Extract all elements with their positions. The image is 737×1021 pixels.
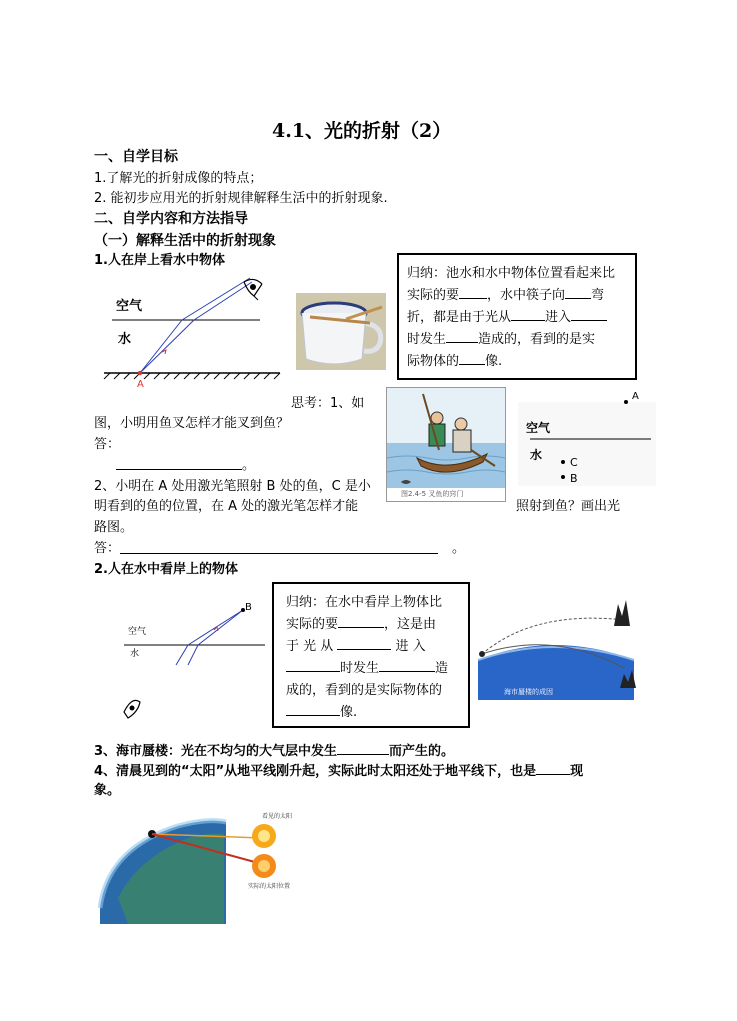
- blank[interactable]: [338, 614, 384, 628]
- part2-heading: 2.人在水中看岸上的物体: [94, 562, 238, 577]
- sun-actual-label: 实际的太阳位置: [248, 883, 291, 890]
- box1-line3: 折，都是由于光从 进入: [407, 307, 635, 329]
- refraction-diagram-air: [110, 590, 270, 724]
- box1-line4: 时发生 造成的，看到的是实: [407, 329, 635, 351]
- box2-line3: 于 光 从 进 入: [286, 636, 468, 658]
- question2-line3: 路图。: [94, 520, 134, 535]
- mirage-illustration: [474, 590, 644, 700]
- blank[interactable]: [446, 329, 478, 343]
- subsection-heading: （一）解释生活中的折射现象: [94, 233, 276, 249]
- diagram1-water-label: 水: [118, 332, 132, 347]
- fig2-water-label: 水: [530, 448, 543, 462]
- fishing-boat-illustration: [386, 387, 506, 502]
- blank[interactable]: [459, 351, 485, 365]
- blank[interactable]: [571, 307, 607, 321]
- box2-line6: 像.: [286, 702, 468, 724]
- fig2-label-a: A: [632, 391, 639, 402]
- blank[interactable]: [337, 742, 389, 755]
- box2-line2: 实际的要 ，这是由: [286, 614, 468, 636]
- answer1-end: 。: [242, 458, 256, 473]
- diagram3-water-label: 水: [130, 649, 140, 659]
- diagram1-air-label: 空气: [116, 299, 143, 314]
- answer1-label: 答：: [94, 437, 121, 452]
- blank[interactable]: [337, 636, 391, 650]
- box2-line1: 归纳：在水中看岸上物体比: [286, 595, 443, 610]
- part1-heading: 1.人在岸上看水中物体: [94, 253, 225, 268]
- fig2-label-c: C: [570, 456, 578, 469]
- blank[interactable]: [536, 762, 570, 775]
- mirage-caption: 海市蜃楼的成因: [504, 688, 553, 696]
- sunrise-refraction-illustration: [98, 808, 314, 924]
- question4-line1: 4、清晨见到的“太阳”从地平线刚升起，实际此时太阳还处于地平线下，也是 现: [94, 764, 584, 779]
- question3: 3、海市蜃楼：光在不均匀的大气层中发生 而产生的。: [94, 744, 455, 759]
- box1-line2: 实际的要 ，水中筷子向 弯: [407, 285, 635, 307]
- summary-box-shore-objects: [272, 582, 470, 728]
- page-title: 4.1、光的折射（2）: [272, 120, 452, 142]
- question2-line2-end: 照射到鱼？画出光: [516, 499, 621, 514]
- goal-item-1: 1.了解光的折射成像的特点；: [94, 171, 263, 186]
- box1-line5: 际物体的 像.: [407, 351, 635, 373]
- answer2-blank[interactable]: [120, 553, 438, 554]
- section-heading-goals: 一、自学目标: [94, 149, 178, 165]
- goal-item-2: 2. 能初步应用光的折射规律解释生活中的折射现象.: [94, 191, 388, 206]
- blank[interactable]: [286, 658, 340, 672]
- summary-box-water-objects: [397, 253, 637, 380]
- question2-line1: 2、小明在 A 处用激光笔照射 B 处的鱼，C 是小: [94, 479, 371, 494]
- blank[interactable]: [286, 702, 340, 716]
- diagram3-air-label: 空气: [128, 627, 147, 637]
- blank[interactable]: [379, 658, 435, 672]
- fig2-label-b: B: [570, 472, 578, 485]
- blank[interactable]: [565, 285, 591, 299]
- blank[interactable]: [459, 285, 487, 299]
- question1-part-a: 思考：1、如: [291, 396, 365, 411]
- box1-line1: 归纳：池水和水中物体位置看起来比: [407, 266, 616, 281]
- answer2-end: 。: [452, 541, 466, 556]
- box2-line4: 时发生 造: [286, 658, 468, 680]
- question2-line2: 明看到的鱼的位置，在 A 处的激光笔怎样才能: [94, 499, 359, 514]
- fig2-air-label: 空气: [526, 421, 551, 435]
- diagram3-point-label: B: [245, 602, 252, 613]
- section-heading-content: 二、自学内容和方法指导: [94, 211, 248, 227]
- answer1-blank[interactable]: [116, 469, 242, 470]
- question1-part-b: 图，小明用鱼叉怎样才能叉到鱼？: [94, 416, 290, 431]
- cup-photo: [296, 293, 386, 370]
- sun-seen-label: 看见的太阳: [262, 813, 293, 820]
- diagram1-point-label: A: [137, 379, 144, 390]
- box2-line5: 成的，看到的是实际物体的: [286, 683, 443, 698]
- answer2-label: 答：: [94, 541, 121, 556]
- eye-icon: [240, 276, 266, 302]
- question4-line2: 象。: [94, 783, 121, 798]
- refraction-diagram-abc: [518, 384, 658, 486]
- blank[interactable]: [511, 307, 545, 321]
- boat-caption: 图2.4-5 叉鱼的窍门: [401, 490, 464, 498]
